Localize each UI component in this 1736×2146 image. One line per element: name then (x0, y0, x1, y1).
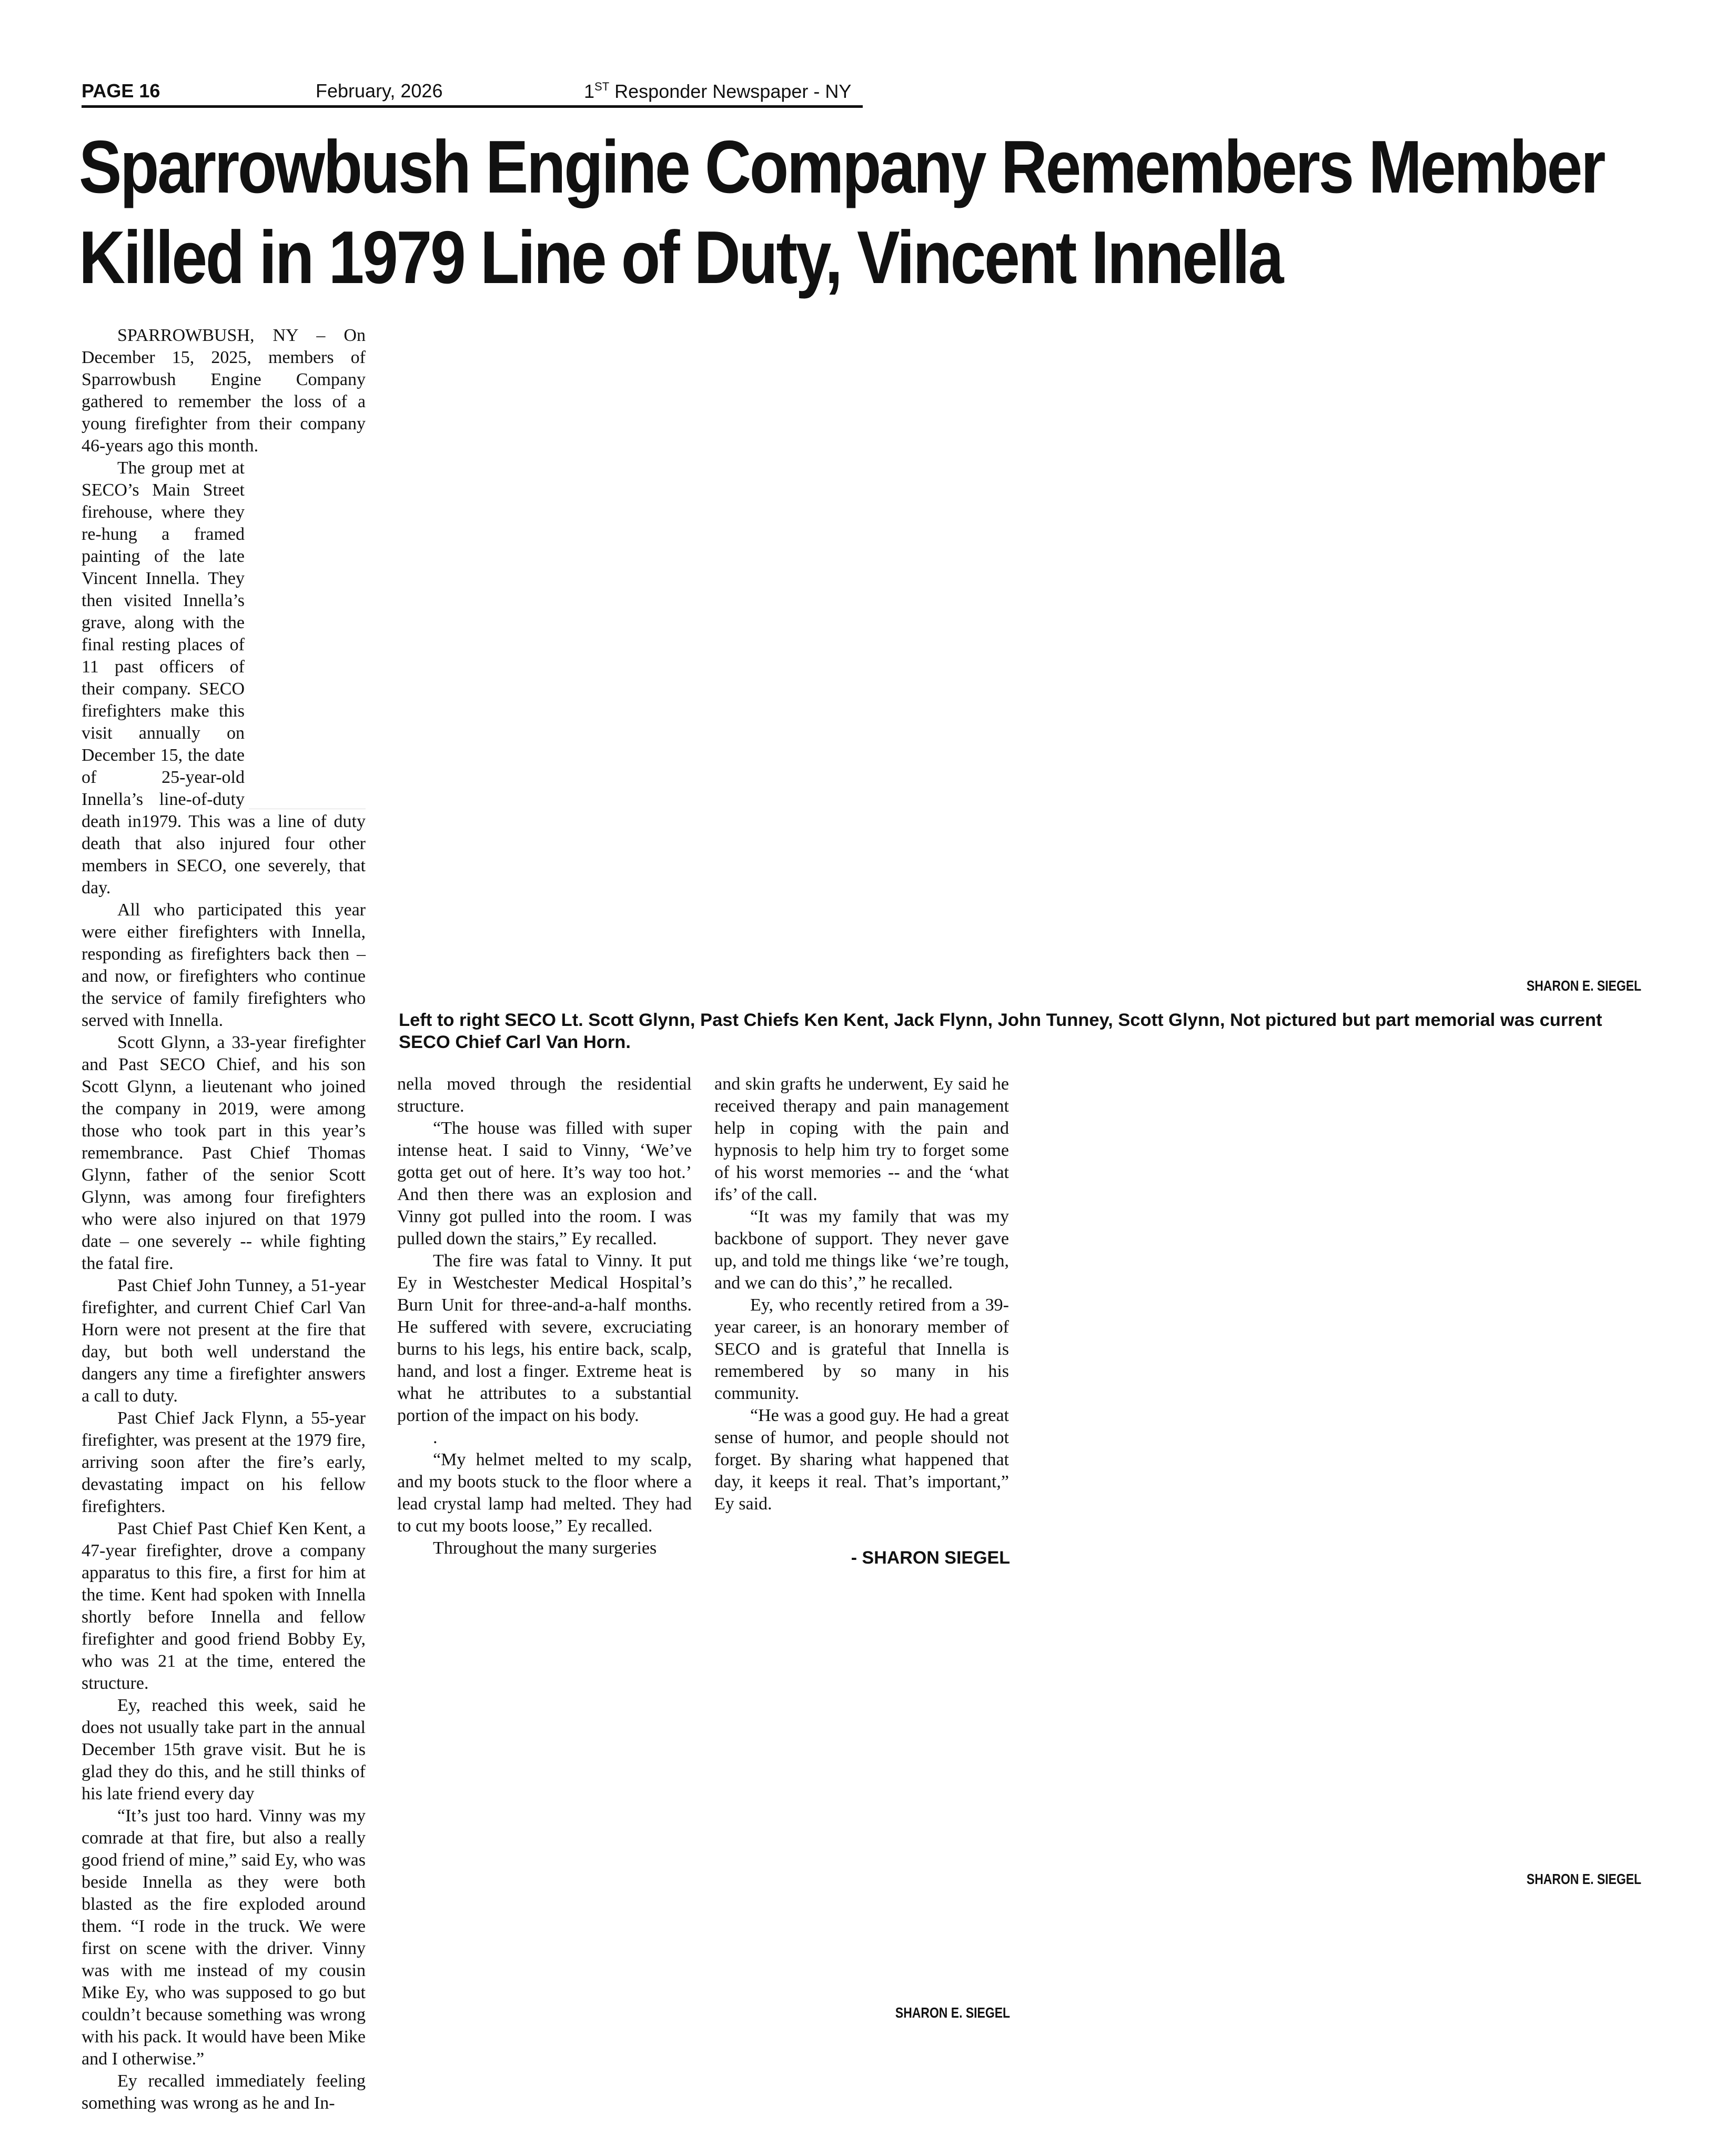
memorial-photo (397, 325, 1641, 977)
paragraph: SPARROWBUSH, NY – On December 15, 2025, members of Sparrowbush Engine Company gathered to remember the loss of a young firefighter from their company 46-years ago this month. (82, 326, 366, 456)
page-header (82, 78, 863, 108)
paragraph: All who participated this year were either firefighters with Innella, responding as firefighters back then – and now, or firefighters who continue the service of family firefighters who served with Innella. (82, 900, 366, 1030)
paragraph: “It was my family that was my backbone of support. They never gave up, and told me things like ‘we’re tough, and we can do this’,” he recalled. (714, 1207, 1009, 1293)
paragraph: “The house was filled with super intense heat. I said to Vinny, ‘We’ve gotta get out of here. It’s way too hot.’ And then there was an explosion and Vinny got pulled into the room. I was pulled down the stairs,” Ey recalled. (397, 1119, 692, 1248)
paragraph: Ey, reached this week, said he does not usually take part in the annual December 15th grave visit. But he is glad they do this, and he still thinks of his late friend every day (82, 1696, 366, 1804)
newspaper-name-superscript: ST (594, 80, 610, 93)
paragraph: Past Chief Past Chief Ken Kent, a 47-year firefighter, drove a company apparatus to this fire, a first for him at the time. Kent had spoken with Innella shortly before Innella and fellow firefighter and good friend Bobby Ey, who was 21 at the time, entered the structure. (82, 1519, 366, 1693)
headline-line-2: Killed in 1979 Line of Duty, Vincent Innella (79, 216, 1283, 299)
paragraph: . (433, 1428, 438, 1447)
article-column-2 (397, 1073, 692, 1559)
article-column-3 (714, 1073, 1009, 1515)
paragraph: nella moved through the residential structure. (397, 1074, 692, 1116)
article-headline (79, 122, 1604, 303)
paragraph: Past Chief John Tunney, a 51-year firefighter, and current Chief Carl Van Horn were not present at the fire that day, but both well understand the dangers any time a firefighter answers a call to duty. (82, 1276, 366, 1406)
newspaper-name-text: Responder Newspaper - NY (609, 80, 852, 102)
paragraph: “He was a good guy. He had a great sense of humor, and people should not forget. By sharing what happened that day, it keeps it real. That’s important,” Ey said. (714, 1406, 1009, 1514)
paragraph: “It’s just too hard. Vinny was my comrade at that fire, but also a really good friend of mine,” said Ey, who was beside Innella as they were both blasted as the fire exploded around them. “I rode in the truck. We were first on scene with the driver. Vinny was with me instead of my cousin Mike Ey, who was supposed to go but couldn’t because something was wrong with his pack. It would have been Mike and I otherwise.” (82, 1806, 366, 2069)
newspaper-name (584, 80, 851, 103)
photo-credit-bottom: SHARON E. SIEGEL (895, 2004, 1010, 2021)
photo-credit-right: SHARON E. SIEGEL (1526, 1871, 1641, 1887)
paragraph: “My helmet melted to my scalp, and my boots stuck to the floor where a lead crystal lamp had melted. They had to cut my boots loose,” Ey recalled. (397, 1450, 692, 1536)
photo-caption: Left to right SECO Lt. Scott Glynn, Past Chiefs Ken Kent, Jack Flynn, John Tunney, Scott Glynn, Not pictured but part memorial was current SECO Chief Carl Van Horn. (399, 1010, 1602, 1052)
paragraph: Ey, who recently retired from a 39-year career, is an honorary member of SECO and is grateful that Innella is remembered by so many in his community. (714, 1295, 1009, 1403)
paragraph: Throughout the many surgeries (433, 1538, 657, 1558)
paragraph: Ey recalled immediately feeling something was wrong as he and In- (82, 2071, 366, 2113)
page-number: PAGE 16 (82, 80, 160, 102)
issue-date: February, 2026 (316, 80, 443, 102)
article-byline: - SHARON SIEGEL (851, 1548, 1010, 1568)
side-photo (1031, 1073, 1641, 1894)
article-column-1 (82, 325, 366, 2114)
newspaper-name-number: 1 (584, 80, 595, 102)
bottom-photo (397, 1578, 1010, 1989)
photo-credit-top: SHARON E. SIEGEL (1526, 978, 1641, 994)
paragraph: The fire was fatal to Vinny. It put Ey in Westchester Medical Hospital’s Burn Unit for three-and-a-half months. He suffered with severe, excruciating burns to his legs, his entire back, scalp, hand, and lost a finger. Extreme heat is what he attributes to a substantial portion of the impact on his body. (397, 1251, 692, 1425)
paragraph: Past Chief Jack Flynn, a 55-year firefighter, was present at the 1979 fire, arriving soon after the fire’s early, devastating impact on his fellow firefighters. (82, 1408, 366, 1516)
headline-line-1: Sparrowbush Engine Company Remembers Member (79, 125, 1604, 209)
paragraph: The group met at SECO’s Main Street firehouse, where they re-hung a framed painting of the late Vincent Innella. They then visited Innella’s grave, along with the final resting places of 11 past officers of their company. SECO firefighters make this visit annually on December 15, the date of 25-year-old Innella’s line-of-duty death in1979. This was a line of duty death that also injured four other members in SECO, one severely, that day. (82, 458, 366, 898)
inset-photo (249, 457, 366, 809)
paragraph: Scott Glynn, a 33-year firefighter and Past SECO Chief, and his son Scott Glynn, a lieutenant who joined the company in 2019, were among those who took part in this year’s remembrance. Past Chief Thomas Glynn, father of the senior Scott Glynn, was among four firefighters who were also injured on that 1979 date – one severely -- while fighting the fatal fire. (82, 1033, 366, 1273)
paragraph: and skin grafts he underwent, Ey said he received therapy and pain management help in coping with the pain and hypnosis to help him try to forget some of his worst memories -- and the ‘what ifs’ of the call. (714, 1074, 1009, 1204)
